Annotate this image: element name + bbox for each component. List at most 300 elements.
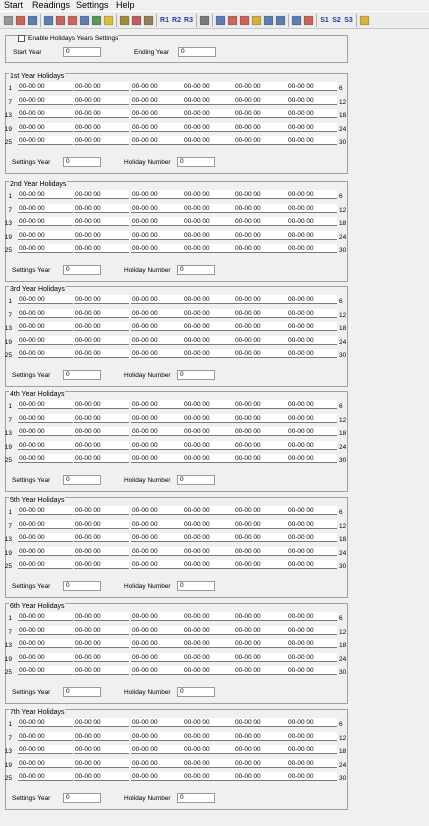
holiday-date-cell[interactable]: 00-00 00 xyxy=(234,349,289,358)
holiday-date-cell[interactable]: 00-00 00 xyxy=(287,612,337,621)
holiday-date-cell[interactable]: 00-00 00 xyxy=(18,231,73,240)
menu-help[interactable]: Help xyxy=(116,0,135,10)
settings-year-field[interactable]: 0 xyxy=(63,265,101,275)
holiday-date-cell[interactable]: 00-00 00 xyxy=(183,639,238,648)
holiday-date-cell[interactable]: 00-00 00 xyxy=(183,217,238,226)
holiday-date-cell[interactable]: 00-00 00 xyxy=(131,322,186,331)
light-bulb-icon[interactable] xyxy=(104,16,113,25)
holiday-date-cell[interactable]: 00-00 00 xyxy=(131,454,186,463)
gift-icon[interactable] xyxy=(132,16,141,25)
send-icon[interactable] xyxy=(240,16,249,25)
holiday-date-cell[interactable]: 00-00 00 xyxy=(234,666,289,675)
toolbar-r3-button[interactable]: R3 xyxy=(184,17,193,24)
holiday-date-cell[interactable]: 00-00 00 xyxy=(183,441,238,450)
holiday-date-cell[interactable]: 00-00 00 xyxy=(74,612,129,621)
holiday-date-cell[interactable]: 00-00 00 xyxy=(287,560,337,569)
holiday-date-cell[interactable]: 00-00 00 xyxy=(183,109,238,118)
wizard-icon[interactable] xyxy=(4,16,13,25)
year-holidays-group-1 xyxy=(5,73,348,174)
year-holidays-group-4 xyxy=(5,391,348,492)
meter-n-icon[interactable] xyxy=(304,16,313,25)
row-start-number: 19 xyxy=(4,233,12,241)
holiday-date-cell[interactable]: 00-00 00 xyxy=(74,400,129,409)
holiday-date-cell[interactable]: 00-00 00 xyxy=(74,441,129,450)
holiday-date-cell[interactable]: 00-00 00 xyxy=(234,244,289,253)
holiday-date-cell[interactable]: 00-00 00 xyxy=(234,441,289,450)
toolbar-s3-button[interactable]: S3 xyxy=(344,17,353,24)
holiday-date-cell[interactable]: 00-00 00 xyxy=(74,82,129,91)
holiday-date-cell[interactable]: 00-00 00 xyxy=(234,136,289,145)
holiday-date-cell[interactable]: 00-00 00 xyxy=(183,745,238,754)
holiday-date-cell[interactable]: 00-00 00 xyxy=(131,400,186,409)
holiday-date-cell[interactable]: 00-00 00 xyxy=(131,759,186,768)
holiday-date-cell[interactable]: 00-00 00 xyxy=(18,336,73,345)
holiday-date-cell[interactable]: 00-00 00 xyxy=(131,626,186,635)
report-icon[interactable] xyxy=(56,16,65,25)
holiday-date-cell[interactable]: 00-00 00 xyxy=(74,309,129,318)
holiday-date-cell[interactable]: 00-00 00 xyxy=(287,414,337,423)
table-icon[interactable] xyxy=(276,16,285,25)
export-icon[interactable] xyxy=(292,16,301,25)
row-start-number: 19 xyxy=(4,443,12,451)
holiday-date-cell[interactable]: 00-00 00 xyxy=(287,96,337,105)
holiday-date-cell[interactable]: 00-00 00 xyxy=(74,204,129,213)
holiday-number-field[interactable]: 0 xyxy=(177,475,215,485)
open-folder-icon[interactable] xyxy=(252,16,261,25)
holiday-date-cell[interactable]: 00-00 00 xyxy=(131,82,186,91)
document-icon[interactable] xyxy=(200,16,209,25)
holiday-date-cell[interactable]: 00-00 00 xyxy=(131,653,186,662)
gear-icon[interactable] xyxy=(120,16,129,25)
holiday-date-cell[interactable]: 00-00 00 xyxy=(234,414,289,423)
holiday-date-cell[interactable]: 00-00 00 xyxy=(183,653,238,662)
holiday-date-cell[interactable]: 00-00 00 xyxy=(183,666,238,675)
holiday-number-field[interactable]: 0 xyxy=(177,265,215,275)
holiday-date-cell[interactable]: 00-00 00 xyxy=(131,533,186,542)
holiday-date-cell[interactable]: 00-00 00 xyxy=(74,295,129,304)
holiday-date-cell[interactable]: 00-00 00 xyxy=(74,322,129,331)
holiday-date-cell[interactable]: 00-00 00 xyxy=(74,454,129,463)
holiday-date-cell[interactable]: 00-00 00 xyxy=(234,96,289,105)
holiday-date-cell[interactable]: 00-00 00 xyxy=(74,123,129,132)
holiday-date-cell[interactable]: 00-00 00 xyxy=(18,732,73,741)
holiday-date-cell[interactable]: 00-00 00 xyxy=(234,204,289,213)
holiday-date-cell[interactable]: 00-00 00 xyxy=(74,533,129,542)
holiday-date-cell[interactable]: 00-00 00 xyxy=(74,217,129,226)
holiday-date-cell[interactable]: 00-00 00 xyxy=(18,295,73,304)
holiday-date-cell[interactable]: 00-00 00 xyxy=(74,653,129,662)
save-icon[interactable] xyxy=(28,16,37,25)
holiday-date-cell[interactable]: 00-00 00 xyxy=(18,560,73,569)
holiday-date-cell[interactable]: 00-00 00 xyxy=(131,772,186,781)
row-end-number: 18 xyxy=(339,536,347,543)
sheet-icon[interactable] xyxy=(264,16,273,25)
holiday-date-cell[interactable]: 00-00 00 xyxy=(183,349,238,358)
row-end-number: 12 xyxy=(339,311,347,319)
holiday-date-cell[interactable]: 00-00 00 xyxy=(18,639,73,648)
holiday-date-cell[interactable]: 00-00 00 xyxy=(18,190,73,199)
holiday-date-cell[interactable]: 00-00 00 xyxy=(287,123,337,132)
holiday-date-cell[interactable]: 00-00 00 xyxy=(18,612,73,621)
holiday-date-cell[interactable]: 00-00 00 xyxy=(131,217,186,226)
holiday-date-cell[interactable]: 00-00 00 xyxy=(183,123,238,132)
holiday-date-cell[interactable]: 00-00 00 xyxy=(74,414,129,423)
settings-year-field[interactable]: 0 xyxy=(63,475,101,485)
holiday-date-cell[interactable]: 00-00 00 xyxy=(18,547,73,556)
holiday-date-cell[interactable]: 00-00 00 xyxy=(234,109,289,118)
holiday-date-cell[interactable]: 00-00 00 xyxy=(74,427,129,436)
holiday-date-cell[interactable]: 00-00 00 xyxy=(74,336,129,345)
holiday-date-cell[interactable]: 00-00 00 xyxy=(183,718,238,727)
holiday-date-cell[interactable]: 00-00 00 xyxy=(183,295,238,304)
holiday-date-cell[interactable]: 00-00 00 xyxy=(131,612,186,621)
holiday-date-cell[interactable]: 00-00 00 xyxy=(183,626,238,635)
holiday-date-cell[interactable]: 00-00 00 xyxy=(18,123,73,132)
holiday-date-cell[interactable]: 00-00 00 xyxy=(183,427,238,436)
holiday-date-cell[interactable]: 00-00 00 xyxy=(234,772,289,781)
holiday-date-cell[interactable]: 00-00 00 xyxy=(74,349,129,358)
holiday-date-cell[interactable]: 00-00 00 xyxy=(234,322,289,331)
holiday-date-cell[interactable]: 00-00 00 xyxy=(183,244,238,253)
holiday-date-cell[interactable]: 00-00 00 xyxy=(234,520,289,529)
holiday-date-cell[interactable]: 00-00 00 xyxy=(74,560,129,569)
holiday-date-cell[interactable]: 00-00 00 xyxy=(74,626,129,635)
holiday-date-cell[interactable]: 00-00 00 xyxy=(183,96,238,105)
row-end-number: 6 xyxy=(339,721,343,728)
holiday-date-cell[interactable]: 00-00 00 xyxy=(18,745,73,754)
holiday-date-cell[interactable]: 00-00 00 xyxy=(234,653,289,662)
row-start-number: 13 xyxy=(4,748,12,755)
holiday-date-cell[interactable]: 00-00 00 xyxy=(234,454,289,463)
holiday-date-cell[interactable]: 00-00 00 xyxy=(131,295,186,304)
start-year-field[interactable]: 0 xyxy=(63,47,101,57)
holiday-number-label: Holiday Number xyxy=(124,583,171,590)
help-icon[interactable] xyxy=(44,16,53,25)
holiday-date-cell[interactable]: 00-00 00 xyxy=(234,759,289,768)
holiday-date-cell[interactable]: 00-00 00 xyxy=(131,244,186,253)
holiday-date-cell[interactable]: 00-00 00 xyxy=(131,560,186,569)
holiday-date-cell[interactable]: 00-00 00 xyxy=(287,520,337,529)
holiday-date-cell[interactable]: 00-00 00 xyxy=(74,136,129,145)
holiday-date-cell[interactable]: 00-00 00 xyxy=(18,653,73,662)
row-end-number: 24 xyxy=(339,443,347,451)
row-start-number: 13 xyxy=(4,430,12,437)
holiday-date-cell[interactable]: 00-00 00 xyxy=(287,82,337,91)
toolbar-separator xyxy=(356,14,357,27)
holiday-date-cell[interactable]: 00-00 00 xyxy=(234,295,289,304)
enable-holidays-checkbox[interactable] xyxy=(18,35,25,42)
holiday-date-cell[interactable]: 00-00 00 xyxy=(74,109,129,118)
holiday-number-field[interactable]: 0 xyxy=(177,157,215,167)
holiday-date-cell[interactable]: 00-00 00 xyxy=(234,231,289,240)
holiday-date-cell[interactable]: 00-00 00 xyxy=(234,123,289,132)
holiday-date-cell[interactable]: 00-00 00 xyxy=(234,732,289,741)
holiday-date-cell[interactable]: 00-00 00 xyxy=(74,666,129,675)
holiday-date-cell[interactable]: 00-00 00 xyxy=(183,759,238,768)
settings-year-field[interactable]: 0 xyxy=(63,581,101,591)
holiday-date-cell[interactable]: 00-00 00 xyxy=(287,136,337,145)
holiday-date-cell[interactable]: 00-00 00 xyxy=(287,626,337,635)
calendar-icon[interactable] xyxy=(228,16,237,25)
holiday-date-cell[interactable]: 00-00 00 xyxy=(183,612,238,621)
holiday-date-cell[interactable]: 00-00 00 xyxy=(131,96,186,105)
row-end-number: 6 xyxy=(339,85,343,92)
row-end-number: 30 xyxy=(339,669,347,676)
holiday-date-cell[interactable]: 00-00 00 xyxy=(234,309,289,318)
holiday-date-cell[interactable]: 00-00 00 xyxy=(18,626,73,635)
holiday-date-cell[interactable]: 00-00 00 xyxy=(183,506,238,515)
holiday-date-cell[interactable]: 00-00 00 xyxy=(183,136,238,145)
row-start-number: 25 xyxy=(4,775,12,782)
holiday-date-cell[interactable]: 00-00 00 xyxy=(131,666,186,675)
holiday-date-cell[interactable]: 00-00 00 xyxy=(287,349,337,358)
holiday-date-cell[interactable]: 00-00 00 xyxy=(183,547,238,556)
menu-start[interactable]: Start xyxy=(4,0,24,10)
holiday-date-cell[interactable]: 00-00 00 xyxy=(287,441,337,450)
holiday-date-cell[interactable]: 00-00 00 xyxy=(18,400,73,409)
holiday-date-cell[interactable]: 00-00 00 xyxy=(131,231,186,240)
holiday-date-cell[interactable]: 00-00 00 xyxy=(18,533,73,542)
holiday-date-cell[interactable]: 00-00 00 xyxy=(287,454,337,463)
holiday-date-cell[interactable]: 00-00 00 xyxy=(234,336,289,345)
holiday-date-cell[interactable]: 00-00 00 xyxy=(234,560,289,569)
row-start-number: 1 xyxy=(8,615,12,622)
row-start-number: 7 xyxy=(8,206,12,214)
holiday-date-cell[interactable]: 00-00 00 xyxy=(131,136,186,145)
row-start-number: 1 xyxy=(8,721,12,728)
holiday-date-cell[interactable]: 00-00 00 xyxy=(234,506,289,515)
holiday-date-cell[interactable]: 00-00 00 xyxy=(74,772,129,781)
holiday-date-cell[interactable]: 00-00 00 xyxy=(18,109,73,118)
toolbar-separator xyxy=(212,14,213,27)
settings-year-field[interactable]: 0 xyxy=(63,687,101,697)
holiday-date-cell[interactable]: 00-00 00 xyxy=(287,759,337,768)
holiday-date-cell[interactable]: 00-00 00 xyxy=(74,506,129,515)
holiday-number-label: Holiday Number xyxy=(124,159,171,166)
holiday-date-cell[interactable]: 00-00 00 xyxy=(234,612,289,621)
settings-year-label: Settings Year xyxy=(12,583,51,590)
row-end-number: 6 xyxy=(339,615,343,622)
holiday-date-cell[interactable]: 00-00 00 xyxy=(183,772,238,781)
toolbar-separator xyxy=(288,14,289,27)
holiday-date-cell[interactable]: 00-00 00 xyxy=(131,732,186,741)
holiday-date-cell[interactable]: 00-00 00 xyxy=(287,772,337,781)
holiday-date-cell[interactable]: 00-00 00 xyxy=(18,506,73,515)
holiday-date-cell[interactable]: 00-00 00 xyxy=(183,732,238,741)
holiday-date-cell[interactable]: 00-00 00 xyxy=(183,400,238,409)
holiday-date-cell[interactable]: 00-00 00 xyxy=(234,427,289,436)
holiday-date-cell[interactable]: 00-00 00 xyxy=(18,666,73,675)
holiday-date-cell[interactable]: 00-00 00 xyxy=(287,666,337,675)
holiday-date-cell[interactable]: 00-00 00 xyxy=(74,718,129,727)
holiday-date-cell[interactable]: 00-00 00 xyxy=(234,533,289,542)
holiday-date-cell[interactable]: 00-00 00 xyxy=(131,190,186,199)
group-title: 1st Year Holidays xyxy=(10,73,65,80)
row-end-number: 24 xyxy=(339,125,347,133)
holiday-date-cell[interactable]: 00-00 00 xyxy=(131,204,186,213)
holiday-date-cell[interactable]: 00-00 00 xyxy=(18,217,73,226)
settings-year-field[interactable]: 0 xyxy=(63,793,101,803)
holiday-date-cell[interactable]: 00-00 00 xyxy=(234,190,289,199)
holiday-number-field[interactable]: 0 xyxy=(177,793,215,803)
holiday-date-cell[interactable]: 00-00 00 xyxy=(74,759,129,768)
row-start-number: 13 xyxy=(4,220,12,227)
holiday-date-cell[interactable]: 00-00 00 xyxy=(287,533,337,542)
holiday-date-cell[interactable]: 00-00 00 xyxy=(131,547,186,556)
menu-readings[interactable]: Readings xyxy=(32,0,71,10)
holiday-date-cell[interactable]: 00-00 00 xyxy=(287,295,337,304)
holiday-date-cell[interactable]: 00-00 00 xyxy=(234,82,289,91)
holiday-date-cell[interactable]: 00-00 00 xyxy=(183,414,238,423)
holiday-date-cell[interactable]: 00-00 00 xyxy=(18,244,73,253)
holiday-date-cell[interactable]: 00-00 00 xyxy=(287,309,337,318)
toolbar-s2-button[interactable]: S2 xyxy=(332,17,341,24)
row-end-number: 30 xyxy=(339,139,347,146)
holiday-date-cell[interactable]: 00-00 00 xyxy=(18,96,73,105)
holiday-date-cell[interactable]: 00-00 00 xyxy=(287,427,337,436)
year-holidays-group-6 xyxy=(5,603,348,704)
holiday-date-cell[interactable]: 00-00 00 xyxy=(18,718,73,727)
question-icon[interactable] xyxy=(360,16,369,25)
row-end-number: 18 xyxy=(339,748,347,755)
holiday-date-cell[interactable]: 00-00 00 xyxy=(131,123,186,132)
holiday-date-cell[interactable]: 00-00 00 xyxy=(131,414,186,423)
holiday-date-cell[interactable]: 00-00 00 xyxy=(74,732,129,741)
holiday-date-cell[interactable]: 00-00 00 xyxy=(183,560,238,569)
menu-settings[interactable]: Settings xyxy=(76,0,109,10)
holiday-date-cell[interactable]: 00-00 00 xyxy=(234,718,289,727)
car-icon[interactable] xyxy=(16,16,25,25)
holiday-date-cell[interactable]: 00-00 00 xyxy=(287,244,337,253)
holiday-date-cell[interactable]: 00-00 00 xyxy=(183,82,238,91)
holiday-date-cell[interactable]: 00-00 00 xyxy=(234,400,289,409)
holiday-date-cell[interactable]: 00-00 00 xyxy=(18,136,73,145)
holiday-date-cell[interactable]: 00-00 00 xyxy=(74,745,129,754)
holiday-date-cell[interactable]: 00-00 00 xyxy=(74,520,129,529)
holiday-date-cell[interactable]: 00-00 00 xyxy=(74,231,129,240)
holiday-date-cell[interactable]: 00-00 00 xyxy=(287,217,337,226)
holiday-date-cell[interactable]: 00-00 00 xyxy=(18,759,73,768)
ending-year-field[interactable]: 0 xyxy=(178,47,216,57)
holiday-date-cell[interactable]: 00-00 00 xyxy=(131,109,186,118)
holiday-date-cell[interactable]: 00-00 00 xyxy=(287,745,337,754)
floppy-icon[interactable] xyxy=(80,16,89,25)
holiday-date-cell[interactable]: 00-00 00 xyxy=(18,454,73,463)
toolbar-separator xyxy=(40,14,41,27)
toolbar-r2-button[interactable]: R2 xyxy=(172,17,181,24)
holiday-date-cell[interactable]: 00-00 00 xyxy=(183,336,238,345)
holiday-date-cell[interactable]: 00-00 00 xyxy=(18,772,73,781)
holiday-date-cell[interactable]: 00-00 00 xyxy=(131,427,186,436)
holiday-date-cell[interactable]: 00-00 00 xyxy=(74,639,129,648)
holiday-date-cell[interactable]: 00-00 00 xyxy=(131,441,186,450)
holiday-date-cell[interactable]: 00-00 00 xyxy=(18,204,73,213)
holiday-date-cell[interactable]: 00-00 00 xyxy=(131,520,186,529)
copy-icon[interactable] xyxy=(216,16,225,25)
holiday-date-cell[interactable]: 00-00 00 xyxy=(234,626,289,635)
holiday-number-field[interactable]: 0 xyxy=(177,687,215,697)
row-start-number: 7 xyxy=(8,311,12,319)
holiday-date-cell[interactable]: 00-00 00 xyxy=(74,547,129,556)
holiday-date-cell[interactable]: 00-00 00 xyxy=(183,190,238,199)
holiday-date-cell[interactable]: 00-00 00 xyxy=(131,718,186,727)
holiday-date-cell[interactable]: 00-00 00 xyxy=(18,520,73,529)
holiday-date-cell[interactable]: 00-00 00 xyxy=(183,309,238,318)
holiday-date-cell[interactable]: 00-00 00 xyxy=(287,547,337,556)
holiday-date-cell[interactable]: 00-00 00 xyxy=(131,745,186,754)
holiday-date-cell[interactable]: 00-00 00 xyxy=(18,322,73,331)
holiday-date-cell[interactable]: 00-00 00 xyxy=(183,533,238,542)
holiday-date-cell[interactable]: 00-00 00 xyxy=(287,190,337,199)
row-start-number: 1 xyxy=(8,509,12,516)
holiday-date-cell[interactable]: 00-00 00 xyxy=(183,520,238,529)
row-start-number: 7 xyxy=(8,522,12,530)
holiday-date-cell[interactable]: 00-00 00 xyxy=(74,96,129,105)
holiday-date-cell[interactable]: 00-00 00 xyxy=(287,506,337,515)
toolbar-r1-button[interactable]: R1 xyxy=(160,17,169,24)
holiday-date-cell[interactable]: 00-00 00 xyxy=(287,231,337,240)
holiday-date-cell[interactable]: 00-00 00 xyxy=(183,322,238,331)
row-end-number: 12 xyxy=(339,416,347,424)
holiday-date-cell[interactable]: 00-00 00 xyxy=(74,244,129,253)
holiday-number-field[interactable]: 0 xyxy=(177,581,215,591)
holiday-date-cell[interactable]: 00-00 00 xyxy=(287,639,337,648)
holiday-date-cell[interactable]: 00-00 00 xyxy=(287,653,337,662)
calendar-10-icon[interactable] xyxy=(68,16,77,25)
holiday-date-cell[interactable]: 00-00 00 xyxy=(287,109,337,118)
holiday-date-cell[interactable]: 00-00 00 xyxy=(287,400,337,409)
holiday-date-cell[interactable]: 00-00 00 xyxy=(18,349,73,358)
holiday-date-cell[interactable]: 00-00 00 xyxy=(131,336,186,345)
holiday-date-cell[interactable]: 00-00 00 xyxy=(183,204,238,213)
holiday-date-cell[interactable]: 00-00 00 xyxy=(287,336,337,345)
settings-year-label: Settings Year xyxy=(12,689,51,696)
holiday-date-cell[interactable]: 00-00 00 xyxy=(287,322,337,331)
row-end-number: 12 xyxy=(339,734,347,742)
holiday-date-cell[interactable]: 00-00 00 xyxy=(131,309,186,318)
holiday-date-cell[interactable]: 00-00 00 xyxy=(287,732,337,741)
holiday-date-cell[interactable]: 00-00 00 xyxy=(287,204,337,213)
holiday-date-cell[interactable]: 00-00 00 xyxy=(131,349,186,358)
holiday-date-cell[interactable]: 00-00 00 xyxy=(74,190,129,199)
holiday-date-cell[interactable]: 00-00 00 xyxy=(234,639,289,648)
holiday-date-cell[interactable]: 00-00 00 xyxy=(234,547,289,556)
toolbar-s1-button[interactable]: S1 xyxy=(320,17,329,24)
holiday-date-cell[interactable]: 00-00 00 xyxy=(183,231,238,240)
holiday-date-cell[interactable]: 00-00 00 xyxy=(183,454,238,463)
holiday-date-cell[interactable]: 00-00 00 xyxy=(287,718,337,727)
holiday-date-cell[interactable]: 00-00 00 xyxy=(131,506,186,515)
holiday-date-cell[interactable]: 00-00 00 xyxy=(18,309,73,318)
holiday-date-cell[interactable]: 00-00 00 xyxy=(18,441,73,450)
group-title: 7th Year Holidays xyxy=(10,709,65,716)
toolbar-separator xyxy=(156,14,157,27)
row-end-number: 18 xyxy=(339,112,347,119)
holiday-date-cell[interactable]: 00-00 00 xyxy=(18,414,73,423)
holiday-date-cell[interactable]: 00-00 00 xyxy=(234,745,289,754)
list-icon[interactable] xyxy=(92,16,101,25)
bag-icon[interactable] xyxy=(144,16,153,25)
row-start-number: 25 xyxy=(4,352,12,359)
holiday-date-cell[interactable]: 00-00 00 xyxy=(18,82,73,91)
settings-year-field[interactable]: 0 xyxy=(63,157,101,167)
settings-year-field[interactable]: 0 xyxy=(63,370,101,380)
holiday-date-cell[interactable]: 00-00 00 xyxy=(18,427,73,436)
holiday-date-cell[interactable]: 00-00 00 xyxy=(234,217,289,226)
holiday-number-field[interactable]: 0 xyxy=(177,370,215,380)
row-start-number: 19 xyxy=(4,655,12,663)
holiday-date-cell[interactable]: 00-00 00 xyxy=(131,639,186,648)
